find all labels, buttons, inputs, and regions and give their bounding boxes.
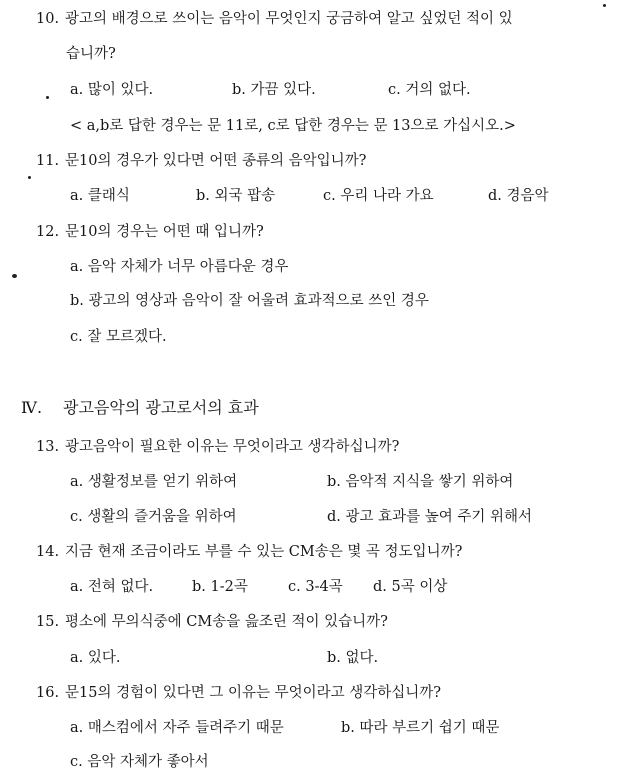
question-12-option-a: a. 음악 자체가 너무 아름다운 경우	[70, 259, 289, 275]
question-10-routing-note: < a,b로 답한 경우는 문 11로, c로 답한 경우는 문 13으로 가십시오.>	[70, 118, 516, 134]
question-12-option-b: b. 광고의 영상과 음악이 잘 어울려 효과적으로 쓰인 경우	[70, 293, 429, 309]
scan-speck	[12, 274, 17, 278]
question-13-option-d: d. 광고 효과를 높여 주기 위해서	[327, 509, 533, 525]
section-4-title: 광고음악의 광고로서의 효과	[63, 398, 259, 417]
question-11-number: 11.	[36, 153, 60, 169]
question-16-option-a: a. 매스컴에서 자주 들려주기 때문	[70, 720, 284, 736]
question-11-option-c: c. 우리 나라 가요	[323, 188, 434, 204]
question-14-option-c: c. 3-4곡	[288, 579, 343, 595]
question-16-option-c: c. 음악 자체가 좋아서	[70, 754, 209, 770]
question-14-option-a: a. 전혀 없다.	[70, 579, 154, 595]
question-13-text: 광고음악이 필요한 이유는 무엇이라고 생각하십니까?	[65, 439, 400, 455]
question-13-option-a: a. 생활정보를 얻기 위하여	[70, 474, 238, 490]
question-11-option-b: b. 외국 팝송	[196, 188, 276, 204]
question-11-option-a: a. 클래식	[70, 188, 130, 204]
question-12-text: 문10의 경우는 어떤 때 입니까?	[65, 224, 264, 240]
question-10-text-cont: 습니까?	[66, 46, 116, 62]
question-10-option-b: b. 가끔 있다.	[232, 82, 316, 98]
question-14-option-b: b. 1-2곡	[192, 579, 248, 595]
question-15-option-a: a. 있다.	[70, 650, 121, 666]
scan-speck	[603, 4, 606, 7]
question-16-number: 16.	[36, 685, 60, 701]
question-14-option-d: d. 5곡 이상	[373, 579, 448, 595]
question-13-option-c: c. 생활의 즐거움을 위하여	[70, 509, 237, 525]
question-15-option-b: b. 없다.	[327, 650, 379, 666]
question-12-option-c: c. 잘 모르겠다.	[70, 329, 167, 345]
question-10-option-c: c. 거의 없다.	[388, 82, 471, 98]
question-16-option-b: b. 따라 부르기 쉽기 때문	[341, 720, 500, 736]
question-13-number: 13.	[36, 439, 60, 455]
section-4-number: Ⅳ.	[21, 398, 43, 417]
question-11-text: 문10의 경우가 있다면 어떤 종류의 음악입니까?	[65, 153, 367, 169]
question-14-text: 지금 현재 조금이라도 부를 수 있는 CM송은 몇 곡 정도입니까?	[65, 544, 463, 560]
question-10-text: 광고의 배경으로 쓰이는 음악이 무엇인지 궁금하여 알고 싶었던 적이 있	[65, 11, 513, 27]
question-11-option-d: d. 경음악	[488, 188, 549, 204]
scan-speck	[46, 96, 49, 99]
scan-speck	[28, 176, 31, 179]
question-15-number: 15.	[36, 614, 60, 630]
question-12-number: 12.	[36, 224, 60, 240]
question-10-number: 10.	[36, 11, 60, 27]
question-10-option-a: a. 많이 있다.	[70, 82, 154, 98]
question-13-option-b: b. 음악적 지식을 쌓기 위하여	[327, 474, 514, 490]
question-16-text: 문15의 경험이 있다면 그 이유는 무엇이라고 생각하십니까?	[65, 685, 442, 701]
question-14-number: 14.	[36, 544, 60, 560]
question-15-text: 평소에 무의식중에 CM송을 읊조린 적이 있습니까?	[65, 614, 388, 630]
